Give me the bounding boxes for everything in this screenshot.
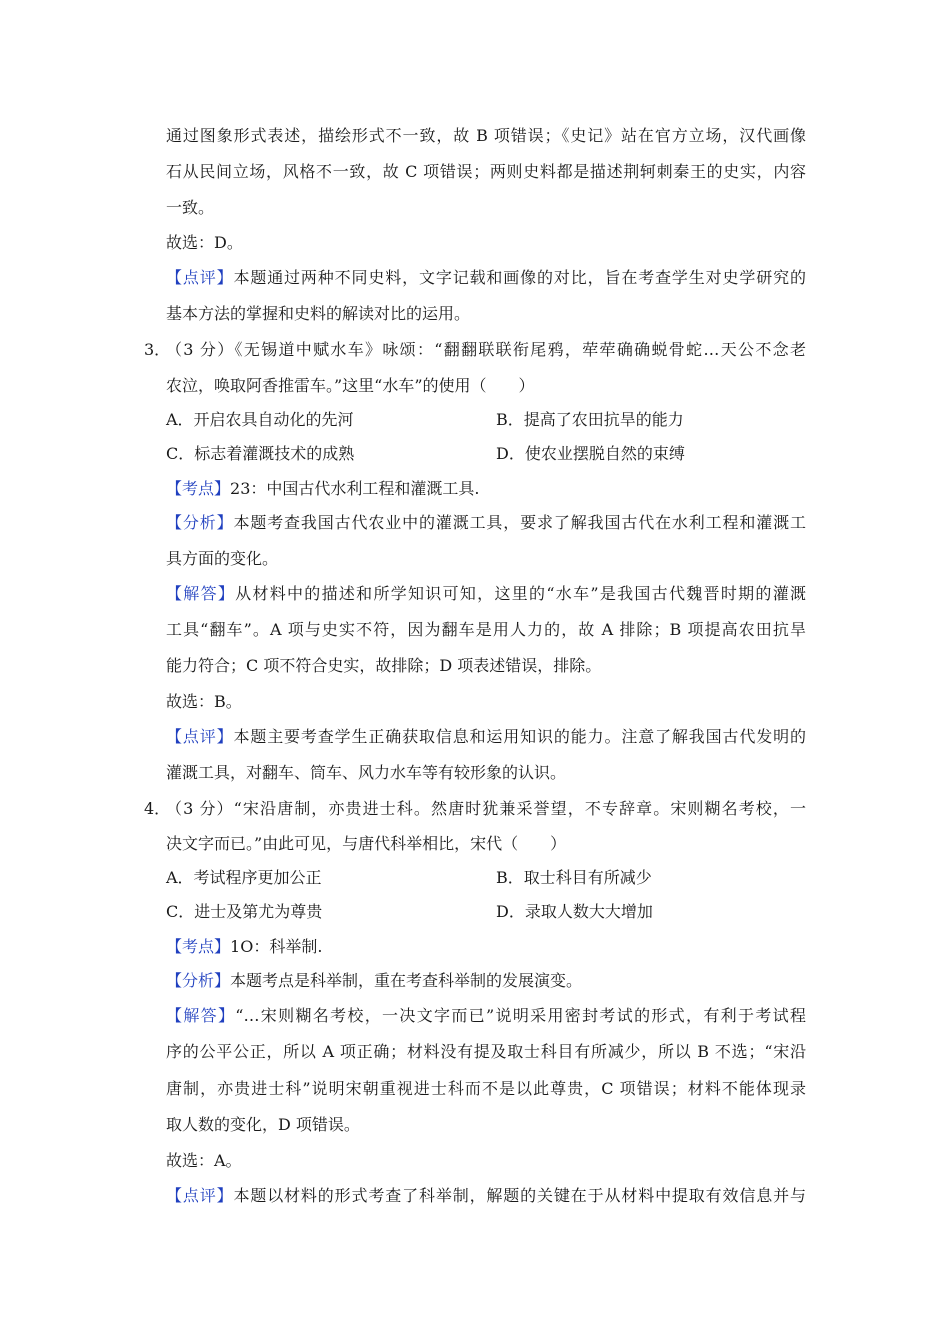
analysis-tag: 【分析】 xyxy=(166,971,231,990)
question-4-solution-line-2: 序的公平公正，所以 A 项正确；材料没有提及取士科目有所减少，所以 B 不选；“宋沿 xyxy=(166,1042,806,1061)
comment-tag: 【点评】 xyxy=(166,727,234,746)
analysis-tag: 【分析】 xyxy=(166,513,234,532)
solution-tag: 【解答】 xyxy=(166,1006,236,1025)
question-4-point: 【考点】1O：科举制. xyxy=(166,937,323,956)
question-3-comment-line-2: 灌溉工具，对翻车、筒车、风力水车等有较形象的认识。 xyxy=(166,763,567,782)
question-3-answer: 故选：B。 xyxy=(166,692,242,711)
question-3-stem-line-2: 农泣，唤取阿香推雷车。”这里“水车”的使用（ ） xyxy=(166,376,535,395)
question-4-stem-line-1: （3 分）“宋沿唐制，亦贵进士科。然唐时犹兼采誉望，不专辞章。宋则糊名考校，一 xyxy=(166,799,806,818)
question-4-option-d: D．录取人数大大增加 xyxy=(496,902,653,921)
question-4-option-b: B．取士科目有所减少 xyxy=(496,868,652,887)
question-4-solution-line-4: 取人数的变化，D 项错误。 xyxy=(166,1115,360,1134)
solution-tag: 【解答】 xyxy=(166,584,236,603)
question-3-solution-line-1: 【解答】从材料中的描述和所学知识可知，这里的“水车”是我国古代魏晋时期的灌溉 xyxy=(166,584,806,603)
question-3-analysis-line-2: 具方面的变化。 xyxy=(166,549,279,568)
question-3-option-d: D．使农业摆脱自然的束缚 xyxy=(496,444,685,463)
comment-tag: 【点评】 xyxy=(166,1186,234,1205)
question-4-option-c: C．进士及第尤为尊贵 xyxy=(166,902,323,921)
prev-explanation-line-1: 通过图象形式表述，描绘形式不一致，故 B 项错误；《史记》站在官方立场，汉代画像 xyxy=(166,126,806,145)
question-3-analysis-line-1: 【分析】本题考查我国古代农业中的灌溉工具，要求了解我国古代在水利工程和灌溉工 xyxy=(166,513,806,532)
question-4-stem-line-2: 决文字而已。”由此可见，与唐代科举相比，宋代（ ） xyxy=(166,834,567,853)
prev-comment-line-1: 【点评】本题通过两种不同史料，文字记载和画像的对比，旨在考查学生对史学研究的 xyxy=(166,268,806,287)
question-3-solution-line-2: 工具“翻车”。A 项与史实不符，因为翻车是用人力的，故 A 排除；B 项提高农田抗旱 xyxy=(166,620,806,639)
question-3-option-a: A．开启农具自动化的先河 xyxy=(166,410,354,429)
prev-explanation-line-3: 一致。 xyxy=(166,198,215,217)
question-3-number: 3． xyxy=(144,340,171,359)
question-4-comment-line-1: 【点评】本题以材料的形式考查了科举制，解题的关键在于从材料中提取有效信息并与 xyxy=(166,1186,806,1205)
prev-explanation-line-2: 石从民间立场，风格不一致，故 C 项错误；两则史料都是描述荆轲刺秦王的史实，内容 xyxy=(166,162,806,181)
question-3-option-c: C．标志着灌溉技术的成熟 xyxy=(166,444,355,463)
prev-answer: 故选：D。 xyxy=(166,233,243,252)
prev-comment-line-2: 基本方法的掌握和史料的解读对比的运用。 xyxy=(166,304,471,323)
question-3-stem-line-1: （3 分）《无锡道中赋水车》咏颂：“翻翻联联衔尾鸦，荦荦确确蜕骨蛇…天公不念老 xyxy=(166,340,806,359)
question-4-option-a: A．考试程序更加公正 xyxy=(166,868,322,887)
point-tag: 【考点】 xyxy=(166,479,231,498)
question-4-number: 4． xyxy=(144,799,171,818)
point-tag: 【考点】 xyxy=(166,937,231,956)
question-4-answer: 故选：A。 xyxy=(166,1151,242,1170)
question-3-solution-line-3: 能力符合；C 项不符合史实，故排除；D 项表述错误，排除。 xyxy=(166,656,602,675)
question-4-analysis: 【分析】本题考点是科举制，重在考查科举制的发展演变。 xyxy=(166,971,583,990)
question-4-solution-line-1: 【解答】“…宋则糊名考校，一决文字而已”说明采用密封考试的形式，有利于考试程 xyxy=(166,1006,806,1025)
question-3-point: 【考点】23：中国古代水利工程和灌溉工具. xyxy=(166,479,480,498)
question-4-solution-line-3: 唐制，亦贵进士科”说明宋朝重视进士科而不是以此尊贵，C 项错误；材料不能体现录 xyxy=(166,1079,806,1098)
question-3-option-b: B．提高了农田抗旱的能力 xyxy=(496,410,684,429)
comment-tag: 【点评】 xyxy=(166,268,234,287)
question-3-comment-line-1: 【点评】本题主要考查学生正确获取信息和运用知识的能力。注意了解我国古代发明的 xyxy=(166,727,806,746)
